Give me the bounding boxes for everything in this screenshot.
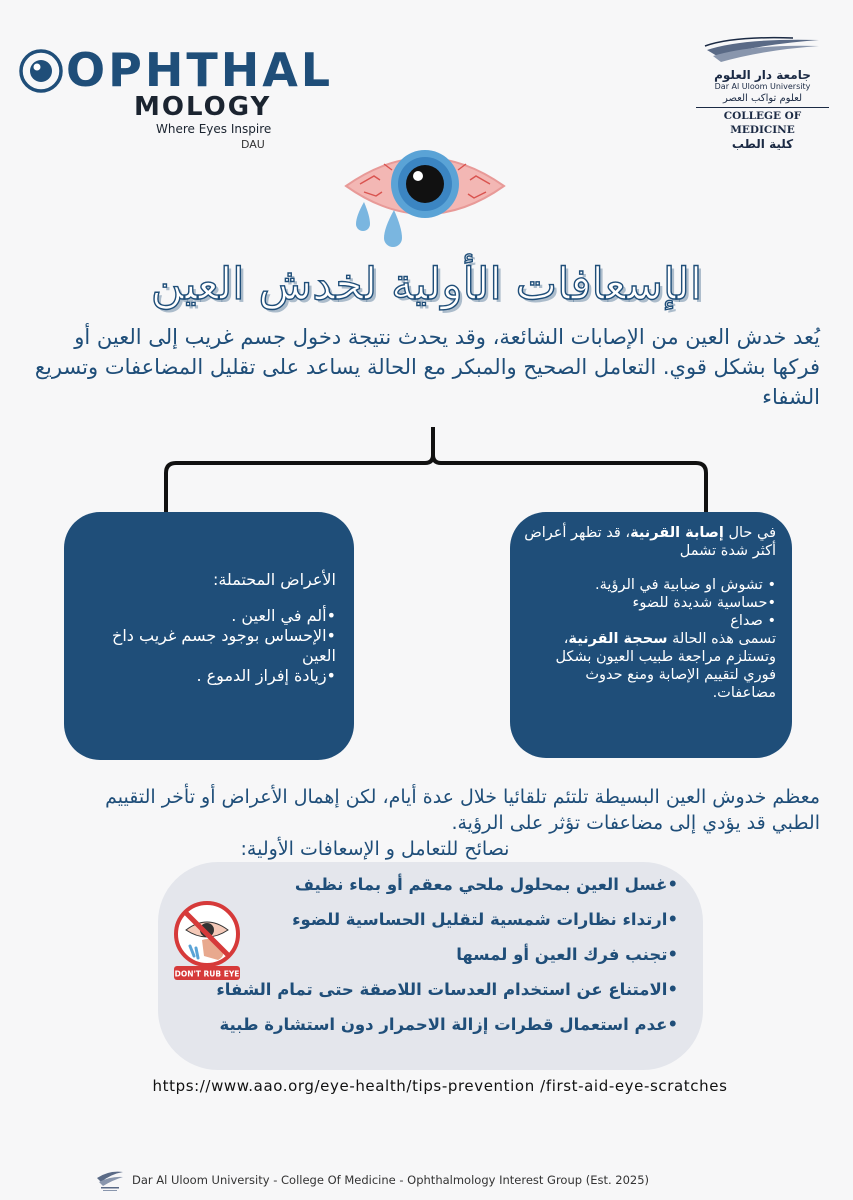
tip-item: •غسل العين بمحلول ملحي معقم أو بماء نظيف: [294, 875, 678, 894]
symptom-item-2: •الإحساس بوجود جسم غريب داخ العين: [112, 626, 336, 665]
ophthalmology-logo: [16, 42, 334, 152]
tip-item: •عدم استعمال قطرات إزالة الاحمرار دون استشارة طبية: [219, 1015, 678, 1034]
college-name-ar: كلية الطب: [731, 137, 794, 151]
tip-item: •تجنب فرك العين أو لمسها: [456, 945, 678, 964]
eye-logo-icon: [18, 48, 64, 94]
intro-paragraph: يُعد خدش العين من الإصابات الشائعة، وقد يحدث نتيجة دخول جسم غريب إلى العين أو فركها بشكل قوي. التعامل الصحيح والمبكر مع الحالة يساعد على تقليل المضاعفات وتسريع الشفاء: [34, 325, 820, 409]
symptom-item-3: •زيادة إفراز الدموع .: [196, 666, 336, 685]
tips-heading: نصائح للتعامل و الإسعافات الأولية:: [240, 838, 510, 860]
healing-text: معظم خدوش العين البسيطة تلتئم تلقائيا خلال عدة أيام، لكن إهمال الأعراض أو تأخر التقييم الطبي قد يؤدي إلى مضاعفات تؤثر على الرؤية.: [105, 786, 820, 834]
tips-list: [200, 875, 678, 1050]
university-name-ar: جامعة دار العلوم: [714, 68, 811, 82]
symptoms-heading: الأعراض المحتملة:: [212, 570, 336, 589]
cornea-symptom-2: •حساسية شديدة للضوء: [632, 595, 776, 611]
logo-line-ophthal: OPHTHAL: [66, 43, 334, 97]
footer-university-icon: [95, 1170, 125, 1192]
symptoms-box: [64, 512, 354, 760]
cornea-intro: في حال إصابة القرنية، قد تظهر أعراض أكثر شدة تشمل: [524, 525, 776, 559]
symptom-item-1: •ألم في العين .: [231, 606, 336, 625]
cornea-injury-box: [510, 512, 792, 758]
footer-text: Dar Al Uloom University - College Of Medicine - Ophthalmology Interest Group (Est. 2025): [132, 1173, 650, 1187]
tip-item: •ارتداء نظارات شمسية لتقليل الحساسية للضوء: [292, 910, 678, 929]
logo-sub: DAU: [241, 138, 265, 151]
tip-item: •الامتناع عن استخدام العدسات اللاصقة حتى تمام الشفاء: [216, 980, 678, 999]
logo-tagline: Where Eyes Inspire: [156, 122, 272, 136]
cornea-symptom-1: • تشوش او ضبابية في الرؤية.: [595, 577, 776, 593]
college-name-en: COLLEGE OF MEDICINE: [696, 107, 829, 137]
university-wave-icon: [703, 36, 823, 66]
cornea-note: تسمى هذه الحالة سحجة القرنية، وتستلزم مراجعة طبيب العيون بشكل فوري لتقييم الإصابة ومنع حدوث مضاعفات.: [555, 631, 776, 701]
dont-rub-eye-icon: [168, 900, 246, 982]
university-logo: [690, 36, 835, 151]
page-title: الإسعافات الأولية لخدش العين: [150, 259, 703, 310]
logo-line-mology: MOLOGY: [134, 92, 272, 122]
cornea-symptom-3: • صداع: [730, 613, 776, 629]
university-name-en: Dar Al Uloom University: [714, 82, 811, 91]
healing-paragraph: [60, 784, 820, 862]
tree-connector: [150, 425, 710, 525]
red-eye-icon: [340, 140, 510, 255]
source-url[interactable]: https://www.aao.org/eye-health/tips-prevention /first-aid-eye-scratches: [152, 1077, 728, 1095]
dont-rub-label: DON'T RUB EYE: [174, 969, 240, 979]
university-slogan-ar: لعلوم تواكب العصر: [722, 93, 803, 104]
